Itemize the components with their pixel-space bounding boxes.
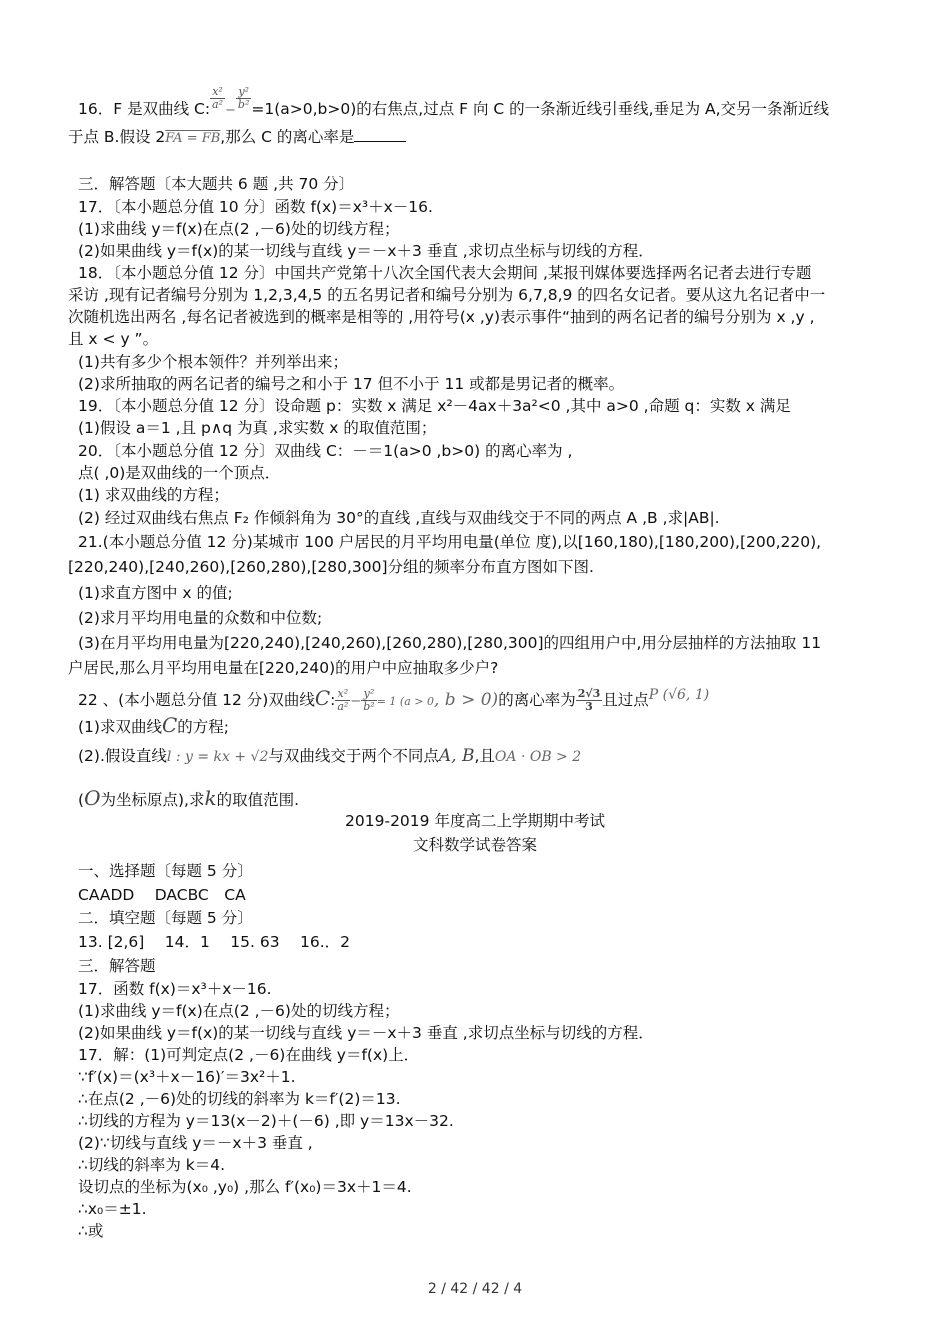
q16-vector-eq: FA = FB (165, 131, 221, 146)
answer-line: 三．解答题 (78, 957, 156, 975)
q18-line: 采访 ,现有记者编号分别为 1,2,3,4,5 的五名男记者和编号分别为 6,7,8,9 的四名女记者。要从这九名记者中一 (68, 286, 826, 304)
page-footer: 2 / 42 / 42 / 4 (427, 1281, 523, 1297)
answer-line: ∴在点(2 ,－6)处的切线的斜率为 k＝f′(2)＝13. (78, 1090, 401, 1108)
q21-line: 21.(本小题总分值 12 分)某城市 100 户居民的月平均用电量(单位 度),以[160,180),[180,200),[200,220), (78, 533, 822, 551)
q22-line4: (O为坐标原点),求k的取值范围. (78, 786, 300, 810)
answer-line: (2)如果曲线 y＝f(x)的某一切线与直线 y＝－x＋3 垂直 ,求切点坐标与切线的方程． (78, 1024, 654, 1042)
q21-line: [220,240),[240,260),[260,280),[280,300]分组的频率分布直方图如下图. (68, 558, 594, 576)
answer-line: 13. [2,6] 14．1 15. 63 16.．2 (78, 933, 350, 951)
q21-line: 户居民,那么月平均用电量在[220,240)的用户中应抽取多少户? (68, 659, 499, 677)
q19-line: 19．〔本小题总分值 12 分〕设命题 p：实数 x 满足 x²－4ax＋3a²<0 ,其中 a>0 ,命题 q：实数 x 满足 (78, 397, 791, 415)
q17-line: 17．〔本小题总分值 10 分〕函数 f(x)＝x³＋x－16. (78, 198, 433, 216)
answer-line: CAADD DACBC CA (78, 886, 246, 904)
answer-line: (2)∵切线与直线 y＝－x＋3 垂直 , (78, 1134, 313, 1152)
q17-line: (2)如果曲线 y＝f(x)的某一切线与直线 y＝－x＋3 垂直 ,求切点坐标与切线的方程． (78, 242, 654, 260)
q21-line: (3)在月平均用电量为[220,240),[240,260),[260,280),[280,300]的四组用户中,用分层抽样的方法抽取 11 (78, 634, 822, 652)
q18-line: (1)共有多少个根本领件？并列举出来； (78, 353, 348, 371)
answer-line: 17．函数 f(x)＝x³＋x－16. (78, 980, 272, 998)
q18-line: 18．〔本小题总分值 12 分〕中国共产党第十八次全国代表大会期间 ,某报刊媒体要选择两名记者去进行专题 (78, 264, 812, 282)
q16-frac-x: $\frac{\text{x²}}{\text{a²}}$ (212, 85, 224, 111)
q16-frac-y: $\frac{\text{y²}}{\text{b²}}$ (237, 85, 250, 111)
answer-blank (354, 127, 406, 142)
answer-line: 设切点的坐标为(x₀ ,y₀) ,那么 f′(x₀)＝3x＋1＝4. (78, 1178, 412, 1196)
answer-line: ∴x₀＝±1. (78, 1200, 147, 1218)
q18-line: 次随机选出两名 ,每名记者被选到的概率是相等的 ,用符号(x ,y)表示事件“抽到的两名记者的编号分别为 x ,y , (68, 308, 815, 326)
answer-line: ∴或 (78, 1222, 104, 1240)
answer-line: ∴切线的方程为 y＝13(x－2)＋(－6) ,即 y＝13x－32. (78, 1112, 454, 1130)
q20-line: 20．〔本小题总分值 12 分〕双曲线 C：－＝1(a>0 ,b>0) 的离心率为 , (78, 442, 573, 460)
q16-line1: 16．F 是双曲线 C: $\frac{\text{x²}}{\text{a²}}$ − $\frac{\text{y²}}{\text{b²}}$ =1(a>0,b>0)的右焦点,过点 F 向 C 的一条渐近线引垂线,垂足为 A,交另一条渐近线 (78, 85, 830, 118)
q20-line: (1) 求双曲线的方程； (78, 486, 229, 504)
answer-line: (1)求曲线 y＝f(x)在点(2 ,－6)处的切线方程； (78, 1002, 400, 1020)
q20-line: (2) 经过双曲线右焦点 F₂ 作倾斜角为 30°的直线 ,直线与双曲线交于不同的两点 A ,B ,求|AB|. (78, 509, 720, 527)
q18-line: (2)求所抽取的两名记者的编号之和小于 17 但不小于 11 或都是男记者的概率。 (78, 375, 625, 393)
q22-line3: (2).假设直线l : y = kx + √2与双曲线交于两个不同点A, B,且OA · OB > 2 (78, 746, 582, 766)
answers-title: 2019-2019 年度高二上学期期中考试 (345, 812, 605, 830)
q21-line: (2)求月平均用电量的众数和中位数; (78, 609, 323, 627)
q16-line2: 于点 B.假设 2FA = FB,那么 C 的离心率是 (68, 126, 406, 150)
answer-line: 17．解：(1)可判定点(2 ,－6)在曲线 y＝f(x)上． (78, 1046, 420, 1064)
answer-line: ∴切线的斜率为 k＝4. (78, 1156, 226, 1174)
q21-line: (1)求直方图中 x 的值; (78, 584, 233, 602)
q22-line1: 22 、(本小题总分值 12 分)双曲线C: $\frac{\text{x²}}{\text{a²}}$ − $\frac{\text{y²}}{\text{b²}}$ = 1 (a > 0, b > 0)的离心率为 $\frac{2√3}{3}$ 且过点P (√6, 1) (78, 686, 710, 713)
answers-subtitle: 文科数学试卷答案 (412, 836, 537, 854)
answer-line: 一、选择题〔每题 5 分〕 (78, 862, 253, 880)
q19-line: (1)假设 a＝1 ,且 p∧q 为真 ,求实数 x 的取值范围； (78, 419, 437, 437)
q18-line: 且 x < y ”。 (68, 330, 159, 348)
q22-line2: (1)求双曲线C的方程; (78, 713, 230, 737)
q17-line: (1)求曲线 y＝f(x)在点(2 ,－6)处的切线方程； (78, 220, 400, 238)
answer-line: ∵f′(x)＝(x³＋x－16)′＝3x²＋1. (78, 1068, 296, 1086)
section3-heading: 三．解答题〔本大题共 6 题 ,共 70 分〕 (78, 175, 355, 193)
q20-line: 点( ,0)是双曲线的一个顶点． (78, 464, 281, 482)
answer-line: 二．填空题〔每题 5 分〕 (78, 909, 253, 927)
